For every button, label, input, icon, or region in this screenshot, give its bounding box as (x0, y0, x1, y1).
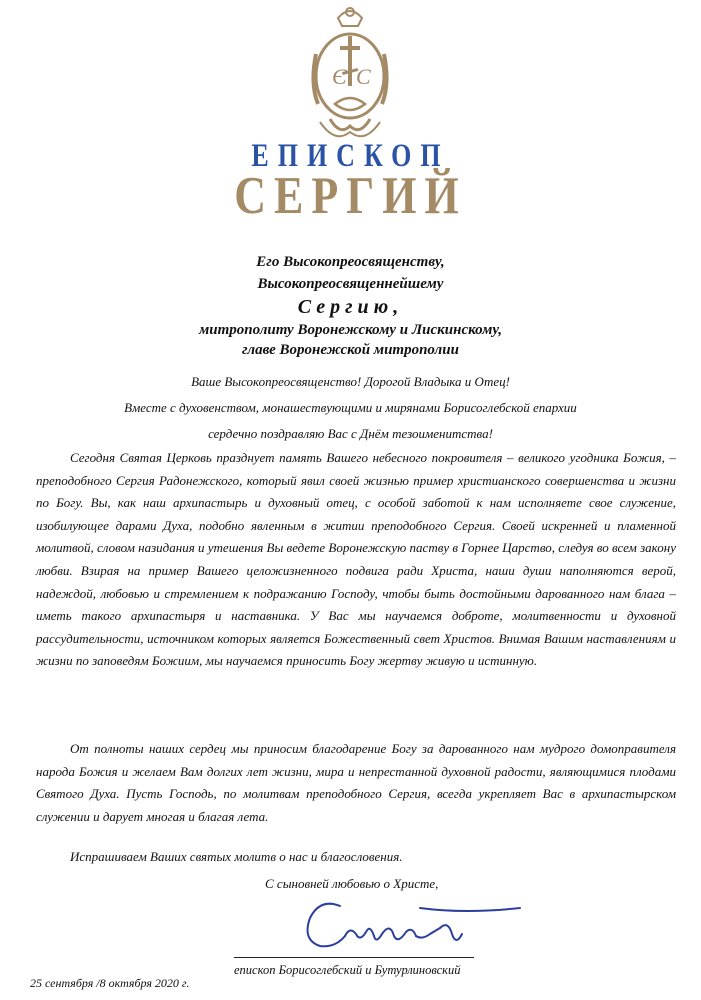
body-paragraph-3: Испрашиваем Ваших святых молитв о нас и благословения. (70, 849, 403, 864)
svg-text:Є: Є (332, 64, 347, 89)
address-line-4: митрополиту Воронежскому и Лискинскому, (198, 322, 503, 338)
address-line-5: главе Воронежской митрополии (242, 342, 459, 358)
handwritten-signature-icon (290, 888, 530, 963)
letter-date: 25 сентября /8 октября 2020 г. (30, 976, 190, 990)
ec-monogram-crest-icon (300, 4, 400, 154)
body-paragraph-2: От полноты наших сердец мы приносим благодарение Богу за дарованного нам мудрого домоправителя народа Божия и желаем Вам долгих лет жизни, мира и непрестанной духовной радости, являющимися плодами Святого Духа. Пусть Господь, по молитвам преподобного Сергия, всегда укрепляет Вас в архипастырском служении и дарует многая и благая лета. (36, 741, 676, 824)
closing-phrase: С сыновней любовью о Христе, (265, 876, 439, 891)
address-line-2: Высокопреосвященнейшему (257, 276, 444, 292)
greeting-line-2: Вместе с духовенством, монашествующими и мирянами Борисоглебской епархии (124, 400, 577, 415)
svg-text:С: С (356, 64, 371, 89)
body-paragraph-1: Сегодня Святая Церковь празднует память Вашего небесного покровителя – великого угодника Божия, – преподобного Сергия Радонежского, который явил своей жизнью пример христианского совершенства и жизни по Богу. Вы, как наш архипастырь и духовный отец, с особой заботой к нам исполняете свое служение, изобилующее дарами Духа, подобно явленным в житии преподобного Сергия. Своей искренней и пламенной молитвой, словом назидания и утешения Вы ведете Воронежскую паству в Горнее Царство, следуя во всем закону любви. Взирая на пример Вашего целожизненного подвига ради Христа, наши души наполняются верой, надеждой, любовью и стремлением к подражанию Господу, чтобы быть достойными дарованного нам блага – иметь такого архипастыря и наставника. У Вас мы научаемся доброте, молитвенности и духовной рассудительности, источником которых является Божественный свет Христов. Внимая Вашим наставлениям и жизни по заповедям Божиим, мы научаемся приносить Богу жертву живую и истинную. (36, 450, 676, 669)
signature-line (234, 957, 474, 958)
address-name: Сергию, (297, 296, 404, 318)
greeting-line-1: Ваше Высокопреосвященство! Дорогой Владыка и Отец! (191, 374, 510, 389)
address-line-1: Его Высокопреосвященству, (256, 254, 445, 270)
letterhead-title-episkop: ЕПИСКОП (251, 137, 450, 174)
signer-title: епископ Борисоглебский и Бутурлиновский (234, 963, 461, 977)
letterhead-title-sergiy: СЕРГИЙ (234, 166, 467, 225)
greeting-line-3: сердечно поздравляю Вас с Днём тезоименитства! (208, 426, 493, 441)
